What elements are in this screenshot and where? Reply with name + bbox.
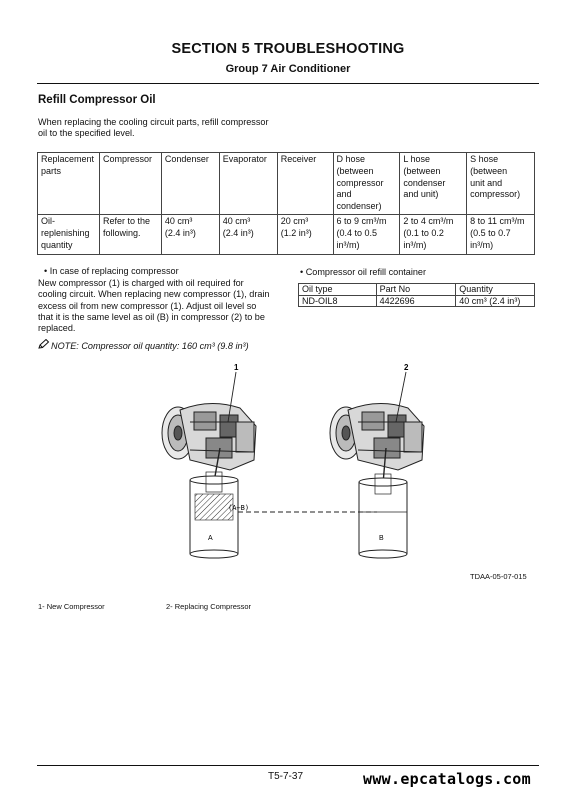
table-cell: 6 to 9 cm³/m (0.4 to 0.5 in³/m) (333, 214, 400, 254)
footer-divider (37, 765, 539, 766)
oil-quantity-table (37, 152, 535, 255)
header-cell: Replacement parts (38, 153, 100, 215)
header-cell: Receiver (277, 153, 333, 215)
header-cell: Oil type (299, 284, 377, 296)
replacing-compressor-cup (359, 474, 407, 558)
watermark[interactable]: www.epcatalogs.com (363, 770, 531, 788)
header-cell: S hose (between unit and compressor) (467, 153, 535, 215)
table-cell: 4422696 (376, 295, 456, 307)
table-cell: Oil- replenishing quantity (38, 214, 100, 254)
table-cell: 40 cm³ (2.4 in³) (161, 214, 219, 254)
header-cell: L hose (between condenser and unit) (400, 153, 467, 215)
paragraph-line: cooling circuit. When replacing new compressor (1), drain (38, 289, 270, 300)
paragraph-line: New compressor (1) is charged with oil required for (38, 278, 244, 288)
table-row (299, 295, 535, 307)
compressor-oil-figure (150, 360, 450, 570)
table-cell: 40 cm³ (2.4 in³) (456, 295, 535, 307)
header-cell: D hose (between compressor and condenser) (333, 153, 400, 215)
note-line (38, 339, 249, 352)
legend-item-1: 1- New Compressor (38, 602, 105, 611)
table-cell: Refer to the following. (99, 214, 161, 254)
header-cell: Evaporator (219, 153, 277, 215)
table-cell: 40 cm³ (2.4 in³) (219, 214, 277, 254)
table-cell: ND-OIL8 (299, 295, 377, 307)
intro-line: When replacing the cooling circuit parts, refill compressor (38, 117, 269, 127)
header-cell: Compressor (99, 153, 161, 215)
table-row (38, 214, 535, 254)
table-cell: 8 to 11 cm³/m (0.5 to 0.7 in³/m) (467, 214, 535, 254)
table-cell: 2 to 4 cm³/m (0.1 to 0.2 in³/m) (400, 214, 467, 254)
header-cell: Quantity (456, 284, 535, 296)
header-cell: Part No (376, 284, 456, 296)
figure-code: TDAA-05-07-015 (470, 572, 527, 581)
replacing-bullet: • In case of replacing compressor (44, 266, 179, 276)
header-cell: Condenser (161, 153, 219, 215)
group-title: Group 7 Air Conditioner (225, 63, 351, 75)
label-b: B (379, 535, 384, 542)
container-bullet: • Compressor oil refill container (300, 267, 426, 277)
table-cell: 20 cm³ (1.2 in³) (277, 214, 333, 254)
label-a: A (208, 535, 213, 542)
legend-item-2: 2- Replacing Compressor (166, 602, 252, 611)
new-compressor-cup (190, 472, 238, 558)
replacing-paragraph (38, 278, 288, 334)
intro-paragraph (38, 117, 298, 140)
label-2: 2 (404, 363, 409, 372)
label-1: 1 (234, 363, 239, 372)
page-number: T5-7-37 (268, 771, 304, 782)
replacing-compressor-drawing (330, 403, 424, 484)
paragraph-line: excess oil from new compressor (1). Adjust oil level so (38, 300, 257, 311)
table-header-row (38, 153, 535, 215)
intro-line: oil to the specified level. (38, 128, 135, 139)
paragraph-line: replaced. (38, 323, 76, 334)
refill-heading: Refill Compressor Oil (38, 94, 156, 106)
oil-container-table (298, 283, 535, 307)
table-header-row (299, 284, 535, 296)
section-title: SECTION 5 TROUBLESHOOTING (171, 41, 405, 57)
new-compressor-drawing (162, 403, 256, 482)
label-a-minus-b: (A−B) (228, 504, 250, 512)
note-text: NOTE: Compressor oil quantity: 160 cm³ (9.8 in³) (51, 341, 249, 351)
pencil-note-icon (38, 339, 51, 352)
paragraph-line: that it is the same level as oil (B) in compressor (2) to be (38, 311, 265, 322)
header-divider (37, 83, 539, 84)
